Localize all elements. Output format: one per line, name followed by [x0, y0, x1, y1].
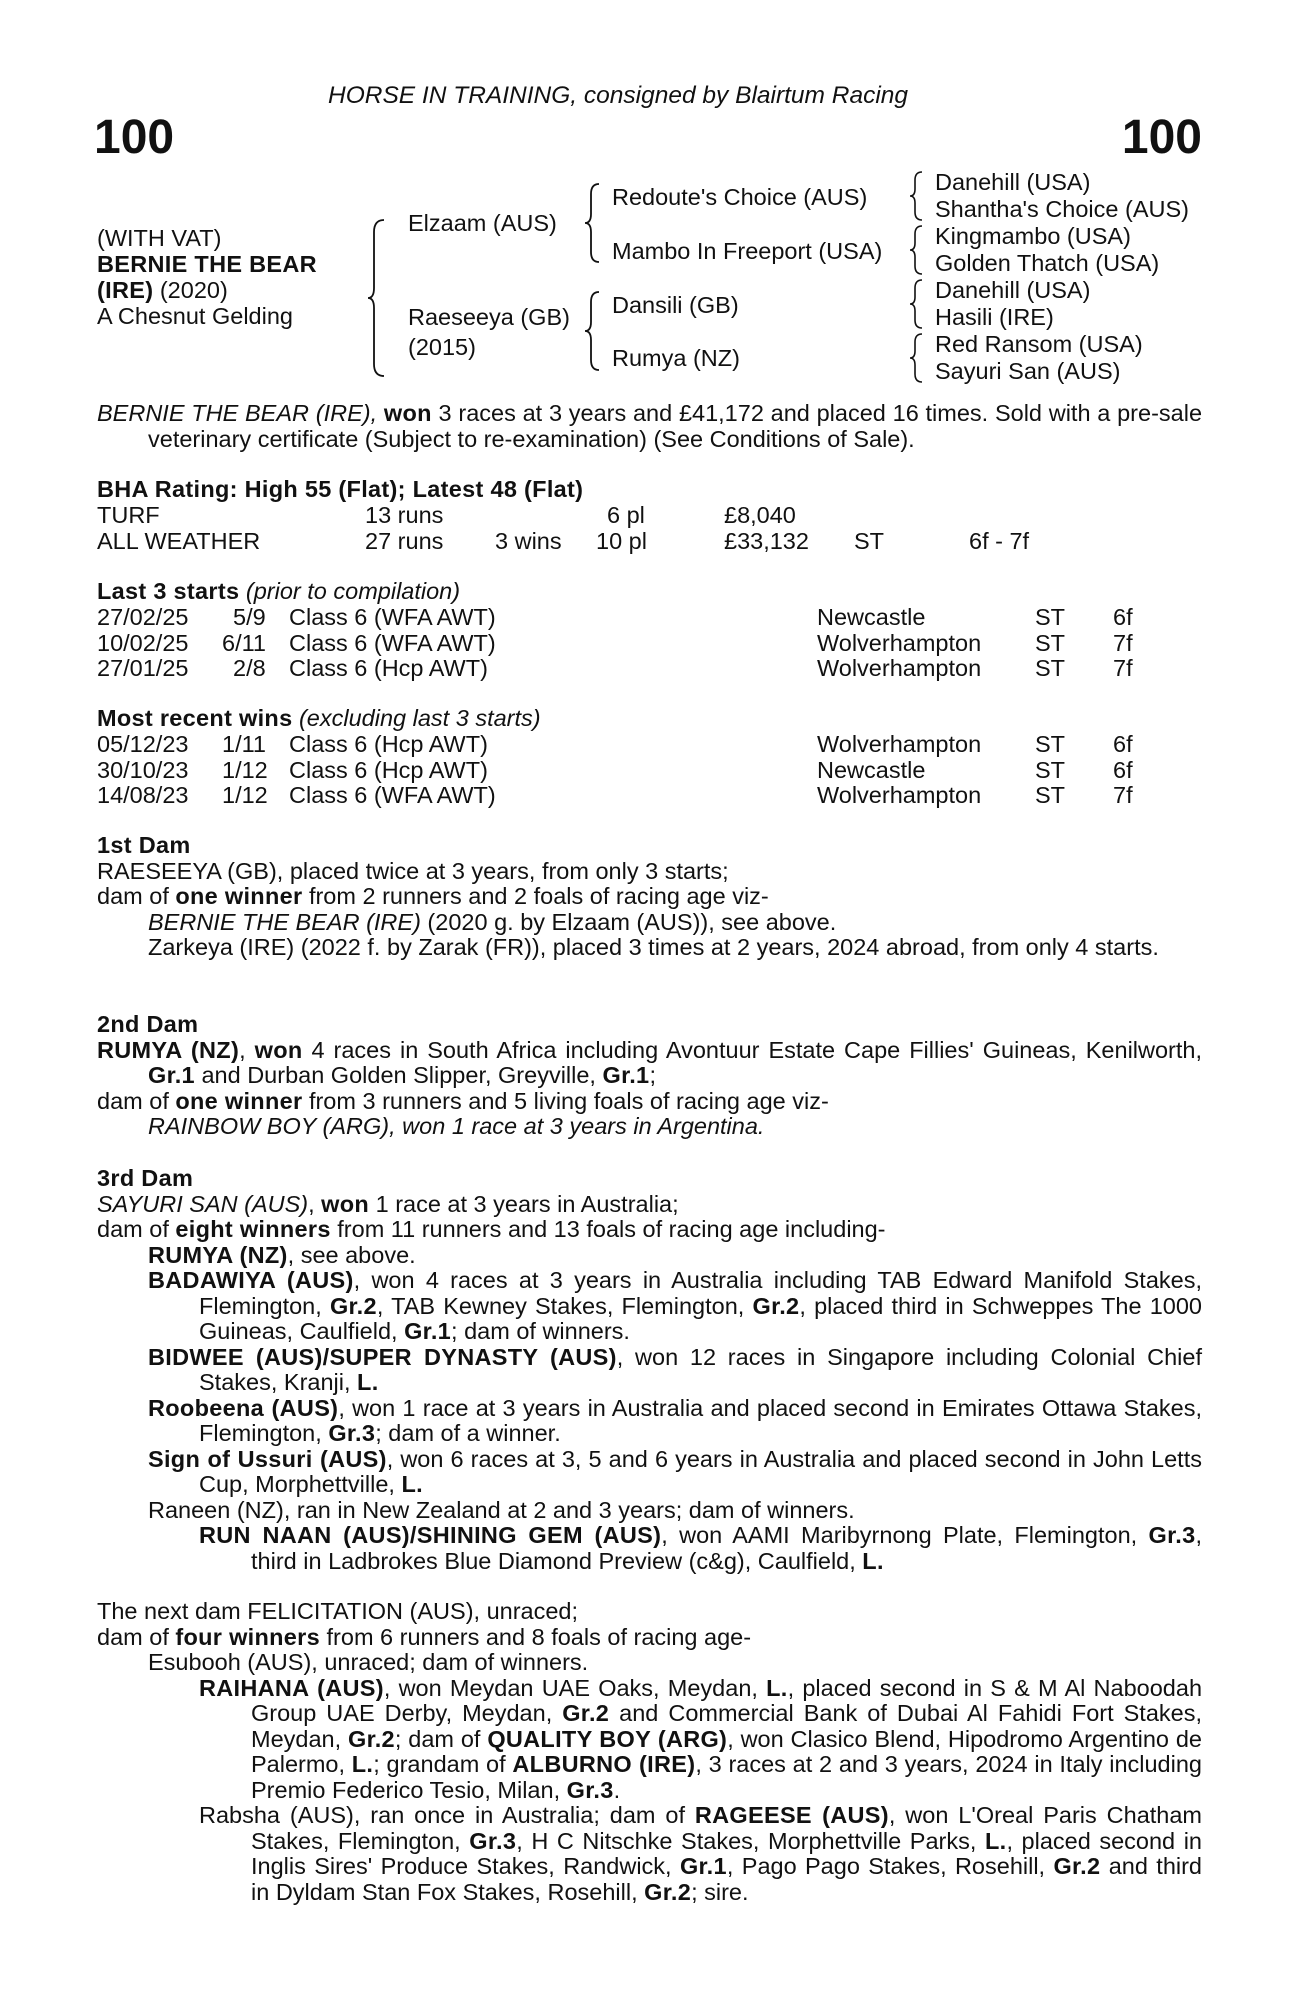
pedigree-dss: Danehill (USA) — [935, 277, 1091, 303]
pedigree-dam-dam: Rumya (NZ) — [612, 345, 740, 371]
pedigree-dsd: Hasili (IRE) — [935, 304, 1054, 330]
section-heading: 1st Dam — [97, 832, 191, 858]
pedigree-sdd: Golden Thatch (USA) — [935, 250, 1160, 276]
pedigree-ddd: Sayuri San (AUS) — [935, 358, 1121, 384]
pedigree-dam: Raeseeya (GB) — [408, 304, 570, 330]
first-dam-section: 1st Dam RAESEEYA (GB), placed twice at 3 years, from only 3 starts; dam of one winner from 2 runners and 2 foals of racing age viz- BERNIE THE BEAR (IRE) (2020 g. by Elzaam (AUS)), see above. Zarkeya (IRE) (2022 f. by Zarak (FR)), placed 3 times at 2 years, 2024 abroad, from only 4 starts. — [97, 833, 1202, 961]
recent-wins-table: 05/12/23 1/11 Class 6 (Hcp AWT) Wolverhampton ST 6f 30/10/23 1/12 Class 6 (Hcp AWT) Newcastle ST 6f 14/08/23 1/12 Class 6 (WFA AWT) Wolverhampton ST 7f — [97, 731, 1133, 808]
pedigree-sire: Elzaam (AUS) — [408, 210, 557, 236]
pedigree-dam-sire: Dansili (GB) — [612, 292, 739, 318]
horse-description: A Chesnut Gelding — [97, 303, 293, 329]
pedigree-brace-ss — [908, 170, 926, 222]
pedigree-ssd: Shantha's Choice (AUS) — [935, 196, 1189, 222]
pedigree-sss: Danehill (USA) — [935, 169, 1091, 195]
lot-number-right: 100 — [1121, 111, 1202, 164]
last3-heading: Last 3 starts (prior to compilation) — [97, 578, 461, 604]
third-dam-section: 3rd Dam SAYURI SAN (AUS), won 1 race at 3 years in Australia; dam of eight winners from 11 runners and 13 foals of racing age including- RUMYA (NZ), see above. BADAWIYA (AUS), won 4 races at 3 years in Australia including TAB Edward Manifold Stakes, Flemington, Gr.2, TAB Kewney Stakes, Flemington, Gr.2, placed third in Schweppes The 1000 Guineas, Caulfield, Gr.1; dam of winners. BIDWEE (AUS)/SUPER DYNASTY (AUS), won 12 races in Singapore including Colonial Chief Stakes, Kranji, L. Roobeena (AUS), won 1 race at 3 years in Australia and placed second in Emirates Ottawa Stakes, Flemington, Gr.3; dam of a winner. Sign of Ussuri (AUS), won 6 races at 3, 5 and 6 years in Australia and placed second in John Letts Cup, Morphettville, L. Raneen (NZ), ran in New Zealand at 2 and 3 years; dam of winners. RUN NAAN (AUS)/SHINING GEM (AUS), won AAMI Maribyrnong Plate, Flemington, Gr.3, third in Ladbrokes Blue Diamond Preview (c&g), Caulfield, L. — [97, 1165, 1202, 1574]
race-summary: BERNIE THE BEAR (IRE), won 3 races at 3 years and £41,172 and placed 16 times. Sold with a pre-sale veterinary certificate (Subject to re-examination) (See Conditions of Sale). — [97, 400, 1203, 452]
pedigree-brace-sire — [583, 182, 603, 264]
lot-number-left: 100 — [94, 111, 175, 164]
section-heading: 3rd Dam — [97, 1165, 194, 1191]
pedigree-dds: Red Ransom (USA) — [935, 331, 1143, 357]
pedigree-brace-dd — [908, 332, 926, 384]
last3-table: 27/02/25 5/9 Class 6 (WFA AWT) Newcastle ST 6f 10/02/25 6/11 Class 6 (WFA AWT) Wolverhampton ST 7f 27/01/25 2/8 Class 6 (Hcp AWT) Wolverhampton ST 7f — [97, 604, 1133, 681]
section-heading: 2nd Dam — [97, 1011, 199, 1037]
pedigree-sire-dam: Mambo In Freeport (USA) — [612, 238, 883, 264]
pedigree-brace-sd — [908, 224, 926, 276]
next-dam-section: The next dam FELICITATION (AUS), unraced; dam of four winners from 6 runners and 8 foals of racing age- Esubooh (AUS), unraced; dam of winners. RAIHANA (AUS), won Meydan UAE Oaks, Meydan, L., placed second in S & M Al Naboodah Group UAE Derby, Meydan, Gr.2 and Commercial Bank of Dubai Al Fahidi Fort Stakes, Meydan, Gr.2; dam of QUALITY BOY (ARG), won Clasico Blend, Hipodromo Argentino de Palermo, L.; grandam of ALBURNO (IRE), 3 races at 2 and 3 years, 2024 in Italy including Premio Federico Tesio, Milan, Gr.3. Rabsha (AUS), ran once in Australia; dam of RAGEESE (AUS), won L'Oreal Paris Chatham Stakes, Flemington, Gr.3, H C Nitschke Stakes, Morphettville Parks, L., placed second in Inglis Sires' Produce Stakes, Randwick, Gr.1, Pago Pago Stakes, Rosehill, Gr.2 and third in Dyldam Stan Fox Stakes, Rosehill, Gr.2; sire. — [97, 1598, 1203, 1905]
recent-wins-heading: Most recent wins (excluding last 3 starts) — [97, 705, 541, 731]
pedigree-brace-ds — [908, 278, 926, 330]
second-dam-section: 2nd Dam RUMYA (NZ), won 4 races in South Africa including Avontuur Estate Cape Fillies' Guineas, Kenilworth, Gr.1 and Durban Golden Slipper, Greyville, Gr.1; dam of one winner from 3 runners and 5 living foals of racing age viz- RAINBOW BOY (ARG), won 1 race at 3 years in Argentina. — [97, 1011, 1203, 1139]
horse-name-country-year: (IRE) (2020) — [97, 277, 228, 303]
vat-label: (WITH VAT) — [97, 225, 222, 251]
pedigree-sds: Kingmambo (USA) — [935, 223, 1131, 249]
page-header-title: HORSE IN TRAINING, consigned by Blairtum Racing — [328, 82, 909, 109]
pedigree-brace-dam — [583, 290, 603, 372]
pedigree-brace-main — [366, 218, 388, 378]
pedigree-dam-year: (2015) — [408, 334, 476, 360]
horse-name: BERNIE THE BEAR — [97, 251, 317, 277]
rating-heading: BHA Rating: High 55 (Flat); Latest 48 (Flat) — [97, 476, 584, 502]
pedigree-sire-sire: Redoute's Choice (AUS) — [612, 184, 868, 210]
rating-table: TURF 13 runs 6 pl £8,040 ALL WEATHER 27 runs 3 wins 10 pl £33,132 ST 6f - 7f — [97, 502, 1030, 554]
